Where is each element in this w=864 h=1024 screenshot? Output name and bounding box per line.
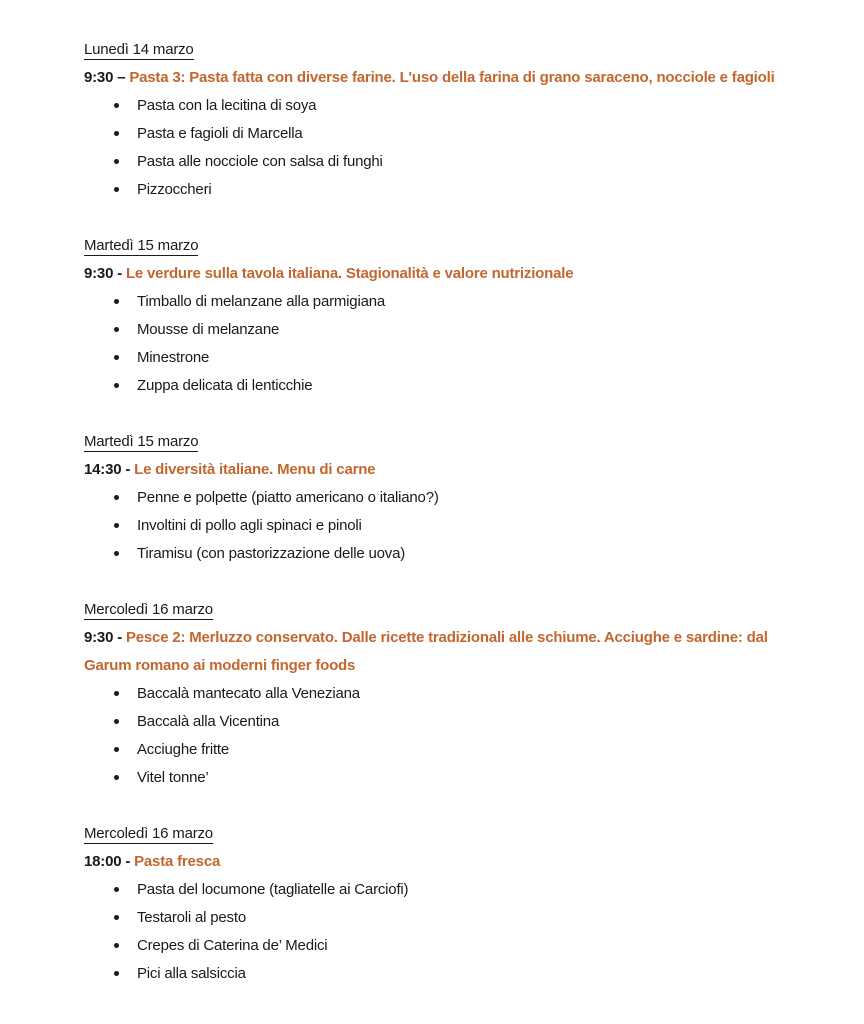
- session-title: Pasta fresca: [134, 853, 221, 870]
- day-heading: [84, 36, 800, 64]
- menu-item: Zuppa delicata di lenticchie: [84, 372, 800, 400]
- menu-item: Pizzoccheri: [84, 176, 800, 204]
- session-line: [84, 456, 800, 484]
- schedule-section-wednesday-16-evening: [84, 820, 800, 988]
- schedule-section-wednesday-16-morning: [84, 596, 800, 792]
- menu-list: [84, 680, 800, 792]
- session-time: 9:30: [84, 265, 114, 282]
- menu-list: [84, 288, 800, 400]
- menu-item: Crepes di Caterina de’ Medici: [84, 932, 800, 960]
- menu-item: Acciughe fritte: [84, 736, 800, 764]
- session-title: Le diversità italiane. Menu di carne: [134, 461, 376, 478]
- session-time: 9:30: [84, 69, 114, 86]
- menu-item: Tiramisu (con pastorizzazione delle uova): [84, 540, 800, 568]
- menu-item: Testaroli al pesto: [84, 904, 800, 932]
- day-heading: [84, 232, 800, 260]
- menu-item: Involtini di pollo agli spinaci e pinoli: [84, 512, 800, 540]
- menu-item: Baccalà mantecato alla Veneziana: [84, 680, 800, 708]
- session-title: Pesce 2: Merluzzo conservato. Dalle ricette tradizionali alle schiume. Acciughe e sardine: dal Garum romano ai moderni finger foods: [84, 629, 768, 674]
- schedule-section-tuesday-15-afternoon: [84, 428, 800, 568]
- session-line: [84, 848, 800, 876]
- session-title: Pasta 3: Pasta fatta con diverse farine. L'uso della farina di grano saraceno, nocciole e fagioli: [129, 69, 775, 86]
- session-time: 9:30: [84, 629, 114, 646]
- session-separator: –: [117, 69, 126, 86]
- schedule-section-monday-14: [84, 36, 800, 204]
- day-heading-text: Martedì 15 marzo: [84, 237, 199, 254]
- session-line: [84, 260, 800, 288]
- session-title: Le verdure sulla tavola italiana. Stagionalità e valore nutrizionale: [125, 265, 574, 282]
- session-separator: -: [125, 853, 131, 870]
- day-heading: [84, 820, 800, 848]
- menu-list: [84, 876, 800, 988]
- schedule-section-tuesday-15-morning: [84, 232, 800, 400]
- menu-list: [84, 484, 800, 568]
- day-heading: [84, 596, 800, 624]
- menu-item: Baccalà alla Vicentina: [84, 708, 800, 736]
- menu-item: Pasta con la lecitina di soya: [84, 92, 800, 120]
- day-heading-text: Mercoledì 16 marzo: [84, 601, 213, 618]
- session-line: [84, 624, 800, 680]
- session-time: 18:00: [84, 853, 122, 870]
- session-line: [84, 64, 800, 92]
- menu-list: [84, 92, 800, 204]
- menu-item: Penne e polpette (piatto americano o italiano?): [84, 484, 800, 512]
- menu-item: Pasta e fagioli di Marcella: [84, 120, 800, 148]
- menu-item: Minestrone: [84, 344, 800, 372]
- day-heading: [84, 428, 800, 456]
- day-heading-text: Lunedì 14 marzo: [84, 41, 194, 58]
- session-time: 14:30: [84, 461, 122, 478]
- session-separator: -: [117, 629, 122, 646]
- session-separator: -: [117, 265, 122, 282]
- session-separator: -: [125, 461, 131, 478]
- menu-item: Pasta alle nocciole con salsa di funghi: [84, 148, 800, 176]
- day-heading-text: Martedì 15 marzo: [84, 433, 199, 450]
- menu-item: Mousse di melanzane: [84, 316, 800, 344]
- menu-item: Timballo di melanzane alla parmigiana: [84, 288, 800, 316]
- day-heading-text: Mercoledì 16 marzo: [84, 825, 213, 842]
- menu-item: Pici alla salsiccia: [84, 960, 800, 988]
- menu-item: Vitel tonne’: [84, 764, 800, 792]
- menu-item: Pasta del locumone (tagliatelle ai Carciofi): [84, 876, 800, 904]
